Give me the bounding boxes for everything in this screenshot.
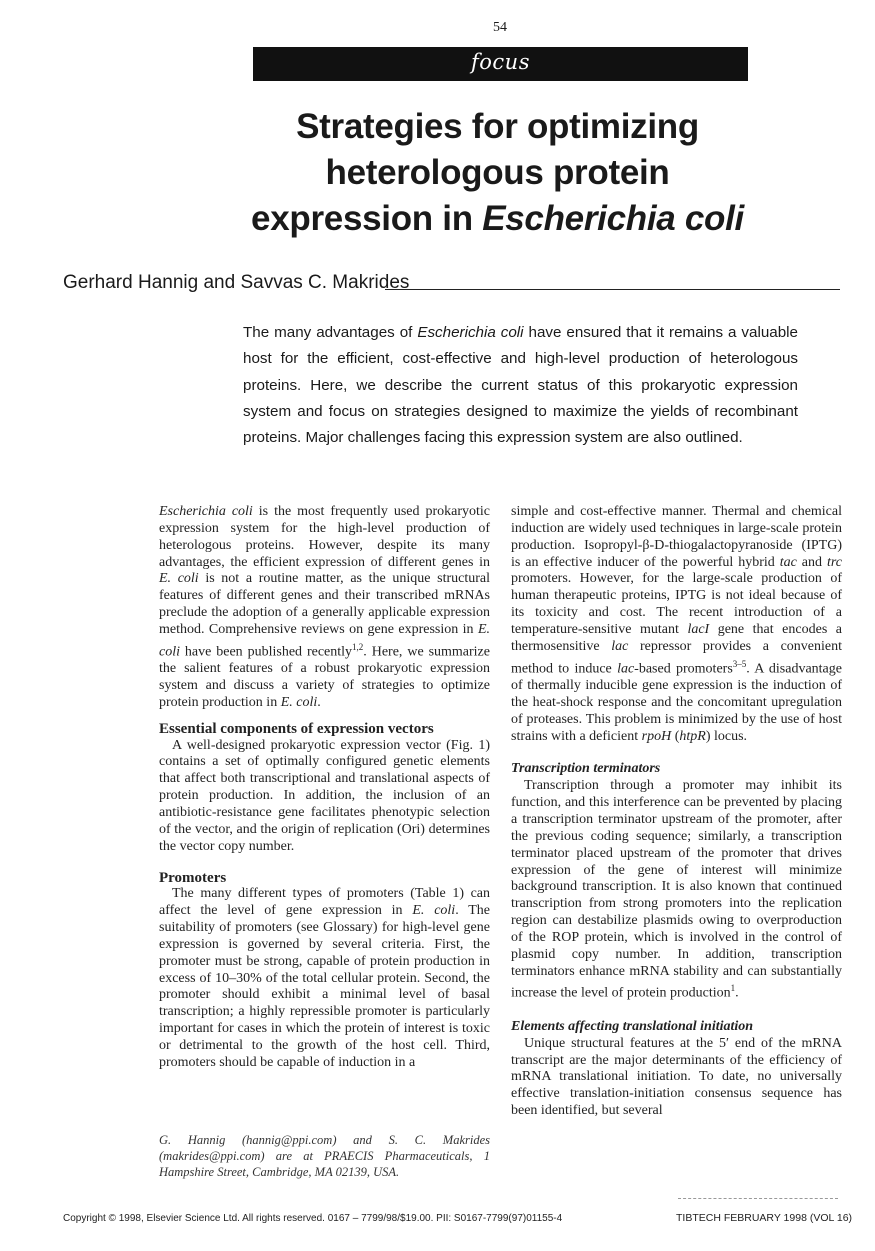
authors: Gerhard Hannig and Savvas C. Makrides: [63, 272, 410, 293]
title-line-2: heterologous protein: [325, 153, 670, 192]
footer-journal: TIBTECH FEBRUARY 1998 (VOL 16): [676, 1212, 853, 1224]
promoters-paragraph: The many different types of promoters (Table 1) can affect the level of gene expression in E. coli. The suitability of promoters (see Glossary) for high-level gene expression is governed by several criteria. First, the promoter must be strong, capable of protein production in excess of 10–30% of the total cellular protein. Second, the promoter should exhibit a minimal level of basal transcription; a highly repressible promoter is particularly important for cases in which the protein of interest is toxic or detrimental to the growth of the host cell. Third, promoters should be capable of induction in a: [159, 886, 490, 1070]
title-line-3: expression in Escherichia coli: [251, 199, 744, 238]
heading-transcription-terminators: Transcription terminators: [511, 761, 661, 777]
column-left: [159, 504, 490, 1072]
essential-paragraph: A well-designed prokaryotic expression vector (Fig. 1) contains a set of optimally configured genetic elements that affect both transcriptional and translational aspects of protein production. In addition, the inclusion of an antibiotic-resistance gene facilitates phenotypic selection of the vector, and the origin of replication (Ori) determines the vector copy number.: [159, 737, 490, 854]
article-title: [240, 104, 755, 242]
section-banner: [253, 47, 748, 81]
translational-paragraph: Unique structural features at the 5′ end of the mRNA transcript are the major determinants of the efficiency of mRNA translational initiation. To date, no universally effective translation-initiation consensus sequence has been identified, but several: [511, 1035, 842, 1119]
terminators-paragraph: Transcription through a promoter may inhibit its function, and this interference can be prevented by placing a transcription terminator upstream of the promoter, after the previous coding sequence; similarly, a transcription terminator placed upstream of the promoter that drives expression of the gene of interest will minimize background transcription. It is also known that continued transcription from strong promoters into the replication region can destabilize plasmids owing to overproduction of the ROP protein, which is involved in the control of plasmid copy number. In addition, transcription terminators enhance mRNA stability and can substantially increase the level of protein production$^1$.: [511, 778, 842, 1002]
footer-rule: [678, 1198, 838, 1199]
author-rule: [385, 289, 840, 290]
induction-paragraph: simple and cost-effective manner. Thermal and chemical induction are widely used techniques in large-scale protein production. Isopropyl-β-D-thiogalactopyranoside (IPTG) is an effective inducer of the powerful hybrid tac and trc promoters. However, for the large-scale production of human therapeutic proteins, IPTG is not ideal because of its toxicity and cost. The recent introduction of a temperature-sensitive mutant lacI gene that encodes a thermosensitive lac repressor provides a convenient method to induce lac-based promoters$^{3-5}$. A disadvantage of thermally inducible gene expression is the induction of the heat-shock response and the concomitant upregulation of proteases. This problem is minimized by the use of host strains with a deficient rpoH (htpR) locus.: [511, 504, 843, 744]
footer-copyright: Copyright © 1998, Elsevier Science Ltd. All rights reserved. 0167 – 7799/98/$19.00. PII: S0167-7799(97)01155-4: [63, 1213, 563, 1224]
heading-essential-components: Essential components of expression vectors: [159, 720, 434, 737]
column-right: [511, 504, 842, 1120]
page-number: 54: [493, 20, 507, 35]
heading-translational-initiation: Elements affecting translational initiation: [511, 1018, 754, 1034]
abstract: The many advantages of Escherichia coli have ensured that it remains a valuable host for the efficient, cost-effective and high-level production of heterologous proteins. Here, we describe the current status of this prokaryotic expression system and focus on strategies designed to maximize the yields of recombinant proteins. Major challenges facing this expression system are also outlined.: [243, 324, 798, 447]
section-label: focus: [471, 50, 530, 74]
title-line-1: Strategies for optimizing: [296, 107, 699, 146]
heading-promoters: Promoters: [159, 869, 227, 886]
author-affiliation: G. Hannig (hannig@ppi.com) and S. C. Makrides (makrides@ppi.com) are at PRAECIS Pharmaceuticals, 1 Hampshire Street, Cambridge, MA 02139, USA.: [159, 1133, 490, 1179]
intro-paragraph: Escherichia coli is the most frequently used prokaryotic expression system for the high-level production of heterologous proteins. However, despite its many advantages, the efficient expression of different genes in E. coli is not a routine matter, as the unique structural features of different genes and their transcribed mRNAs preclude the adoption of a generally applicable expression method. Comprehensive reviews on gene expression in E. coli have been published recently$^{1,2}$. Here, we summarize the salient features of a robust prokaryotic expression system and discuss a variety of strategies to optimize protein production in E. coli.: [159, 504, 490, 710]
